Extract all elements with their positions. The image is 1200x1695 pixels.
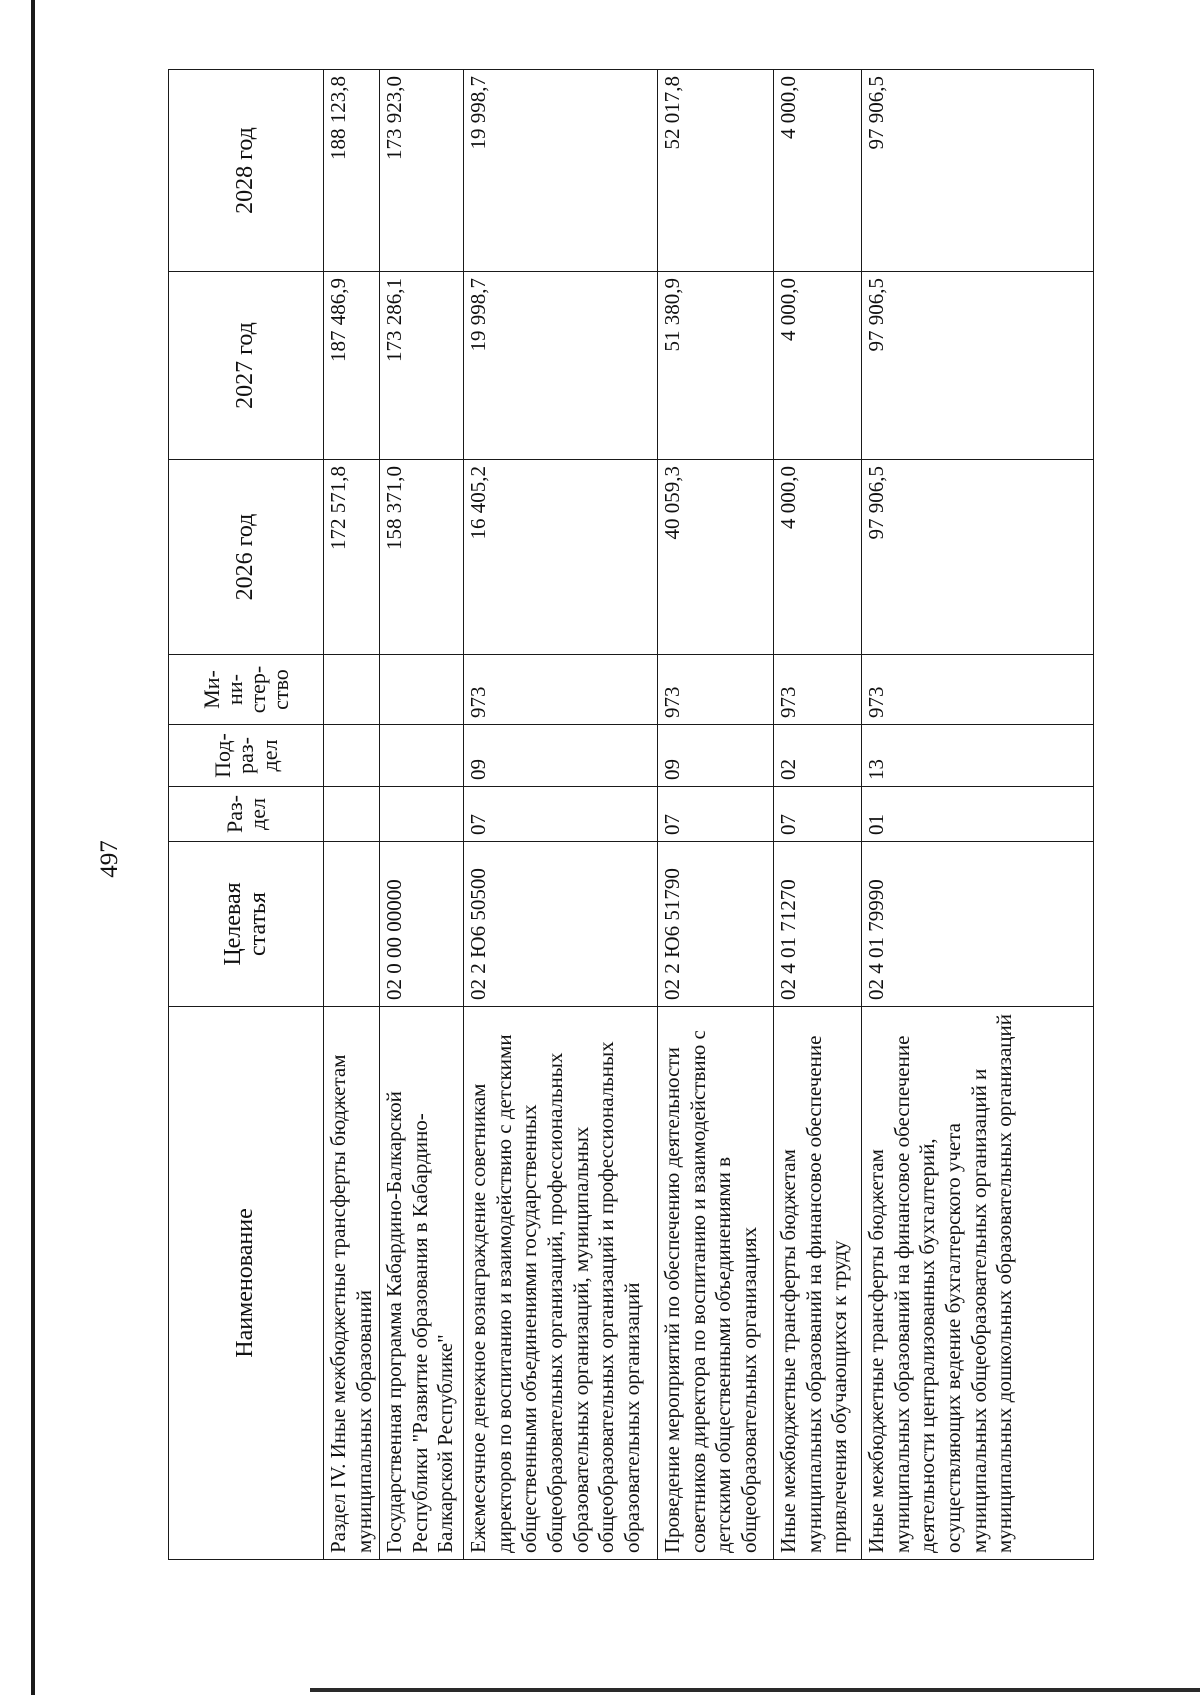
row-value-2026: 97 906,5 [862,460,1094,655]
page-bottom-border [310,1688,1200,1692]
row-target-article: 02 2 Ю6 51790 [658,842,774,1007]
row-subsection: 02 [774,725,862,787]
row-name: Ежемесячное денежное вознаграждение советникам директоров по воспитанию и взаимодействию с детскими общественными объединениями государственных общеобразовательных организаций, профессиональных образовательных организаций, муниципальных общеобразовательных организаций и профессиональных образовательных организаций [464,1007,658,1560]
budget-table [168,69,1094,1560]
row-value-2028: 97 906,5 [862,70,1094,272]
rotated-table-container [168,70,1088,1560]
row-subsection: 09 [658,725,774,787]
header-target-article: Целевая статья [169,842,324,1007]
row-subsection [380,725,464,787]
row-value-2027: 173 286,1 [380,272,464,460]
row-target-article: 02 4 01 71270 [774,842,862,1007]
row-subsection: 13 [862,725,1094,787]
row-name: Проведение мероприятий по обеспечению деятельности советников директора по воспитанию и взаимодействию с детскими общественными объединениями в общеобразовательных организациях [658,1007,774,1560]
row-name: Государственная программа Кабардино-Балкарской Республики "Развитие образования в Кабардино-Балкарской Республике" [380,1007,464,1560]
row-ministry: 973 [464,655,658,725]
table-row [658,70,774,1560]
row-ministry: 973 [658,655,774,725]
row-subsection: 09 [464,725,658,787]
row-section [380,787,464,842]
row-target-article [324,842,380,1007]
header-row [169,70,324,1560]
row-value-2028: 52 017,8 [658,70,774,272]
table-row [464,70,658,1560]
header-year-2028: 2028 год [169,70,324,272]
row-value-2027: 51 380,9 [658,272,774,460]
table-row [324,70,380,1560]
row-section: 07 [658,787,774,842]
row-value-2027: 19 998,7 [464,272,658,460]
table-row [862,70,1094,1560]
row-section: 07 [464,787,658,842]
row-section: 01 [862,787,1094,842]
row-value-2028: 19 998,7 [464,70,658,272]
header-ministry: Ми- ни- стер- ство [169,655,324,725]
row-value-2026: 16 405,2 [464,460,658,655]
row-section: 07 [774,787,862,842]
header-name: Наименование [169,1007,324,1560]
row-value-2026: 40 059,3 [658,460,774,655]
table-row [774,70,862,1560]
row-ministry [324,655,380,725]
row-ministry [380,655,464,725]
row-value-2026: 158 371,0 [380,460,464,655]
row-value-2026: 172 571,8 [324,460,380,655]
row-ministry: 973 [862,655,1094,725]
header-year-2027: 2027 год [169,272,324,460]
row-name: Иные межбюджетные трансферты бюджетам муниципальных образований на финансовое обеспечение деятельности централизованных бухгалтерий, осуществляющих ведение бухгалтерского учета муниципальных общеобразовательных организаций и муниципальных дошкольных образовательных организаций [862,1007,1094,1560]
page-number: 497 [96,840,123,878]
row-value-2028: 4 000,0 [774,70,862,272]
row-section [324,787,380,842]
row-target-article: 02 2 Ю6 50500 [464,842,658,1007]
table-row [380,70,464,1560]
row-subsection [324,725,380,787]
row-value-2028: 188 123,8 [324,70,380,272]
row-value-2027: 4 000,0 [774,272,862,460]
row-target-article: 02 4 01 79990 [862,842,1094,1007]
row-value-2027: 97 906,5 [862,272,1094,460]
row-name: Раздел IV. Иные межбюджетные трансферты бюджетам муниципальных образований [324,1007,380,1560]
header-subsection: Под- раз- дел [169,725,324,787]
row-value-2026: 4 000,0 [774,460,862,655]
row-value-2027: 187 486,9 [324,272,380,460]
row-target-article: 02 0 00 00000 [380,842,464,1007]
row-ministry: 973 [774,655,862,725]
header-year-2026: 2026 год [169,460,324,655]
header-section: Раз- дел [169,787,324,842]
row-name: Иные межбюджетные трансферты бюджетам муниципальных образований на финансовое обеспечение привлечения обучающихся к труду [774,1007,862,1560]
row-value-2028: 173 923,0 [380,70,464,272]
page-left-border [31,0,35,1695]
